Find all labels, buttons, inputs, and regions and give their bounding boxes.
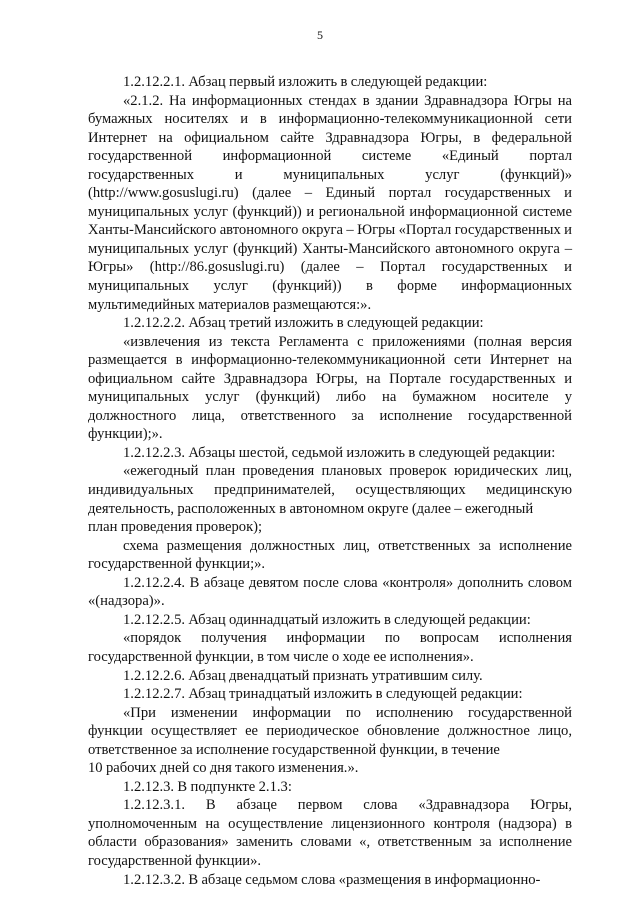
paragraph-14: 1.2.12.3. В подпункте 2.1.3: <box>123 778 292 795</box>
paragraph-5: 1.2.12.2.3. Абзацы шестой, седьмой изложить в следующей редакции: <box>123 444 556 461</box>
paragraph-8: 1.2.12.2.4. В абзаце девятом после слова «контроля» дополнить словом «(надзора)». <box>88 574 572 610</box>
paragraph-13: «При изменении информации по исполнению государственной функции осуществляет ее периодическое обновление должностное лицо, ответственное за исполнение государственной функции, в течение 10 рабочих дней со дня такого изменения.». <box>88 704 572 777</box>
page-number: 5 <box>317 28 323 42</box>
paragraph-16: 1.2.12.3.2. В абзаце седьмом слова «размещения в информационно- <box>123 871 541 888</box>
paragraph-1: 1.2.12.2.1. Абзац первый изложить в следующей редакции: <box>123 74 488 90</box>
paragraph-6: «ежегодный план проведения плановых проверок юридических лиц, индивидуальных предпринимателей, осуществляющих медицинскую деятельность, расположенных в автономном округе (далее – ежегодный план проведения проверок); <box>88 463 572 536</box>
paragraph-7: схема размещения должностных лиц, ответственных за исполнение государственной функции;». <box>88 537 572 573</box>
paragraph-2: «2.1.2. На информационных стендах в здании Здравнадзора Югры на бумажных носителях и в информационно-телекоммуникационной сети Интернет на официальном сайте Здравнадзора Югры, в федеральной государственной информационной системе «Единый портал государственных и муниципальных услуг (функций)» (http://www.gosuslugi.ru) (далее – Единый портал государственных и муниципальных услуг (функций)) и региональной информационной системе Ханты-Мансийского автономного округа – Югры «Портал государственных и муниципальных услуг (функций) Ханты-Мансийского автономного округа – Югры» (http://86.gosuslugi.ru) (далее – Портал государственных и муниципальных услуг (функций)) в форме информационных мультимедийных материалов размещаются:». <box>88 92 572 313</box>
paragraph-4: «извлечения из текста Регламента с приложениями (полная версия размещается в информационно-телекоммуникационной сети Интернет на официальном сайте Здравнадзора Югры, на Портале государственных и муниципальных услуг (функций) либо на бумажном носителе у должностного лица, ответственного за исполнение государственной функции);». <box>88 333 572 443</box>
paragraph-15: 1.2.12.3.1. В абзаце первом слова «Здравнадзора Югры, уполномоченным на осуществление лицензионного контроля (надзора) в области образования» заменить словами «, ответственным за исполнение государственной функции». <box>88 797 572 869</box>
document-body <box>88 73 572 889</box>
paragraph-12: 1.2.12.2.7. Абзац тринадцатый изложить в следующей редакции: <box>123 686 523 703</box>
paragraph-10: «порядок получения информации по вопросам исполнения государственной функции, в том числе о ходе ее исполнения». <box>88 630 572 665</box>
paragraph-11: 1.2.12.2.6. Абзац двенадцатый признать утратившим силу. <box>123 667 483 684</box>
paragraph-3: 1.2.12.2.2. Абзац третий изложить в следующей редакции: <box>123 315 484 332</box>
paragraph-9: 1.2.12.2.5. Абзац одиннадцатый изложить в следующей редакции: <box>123 611 531 628</box>
